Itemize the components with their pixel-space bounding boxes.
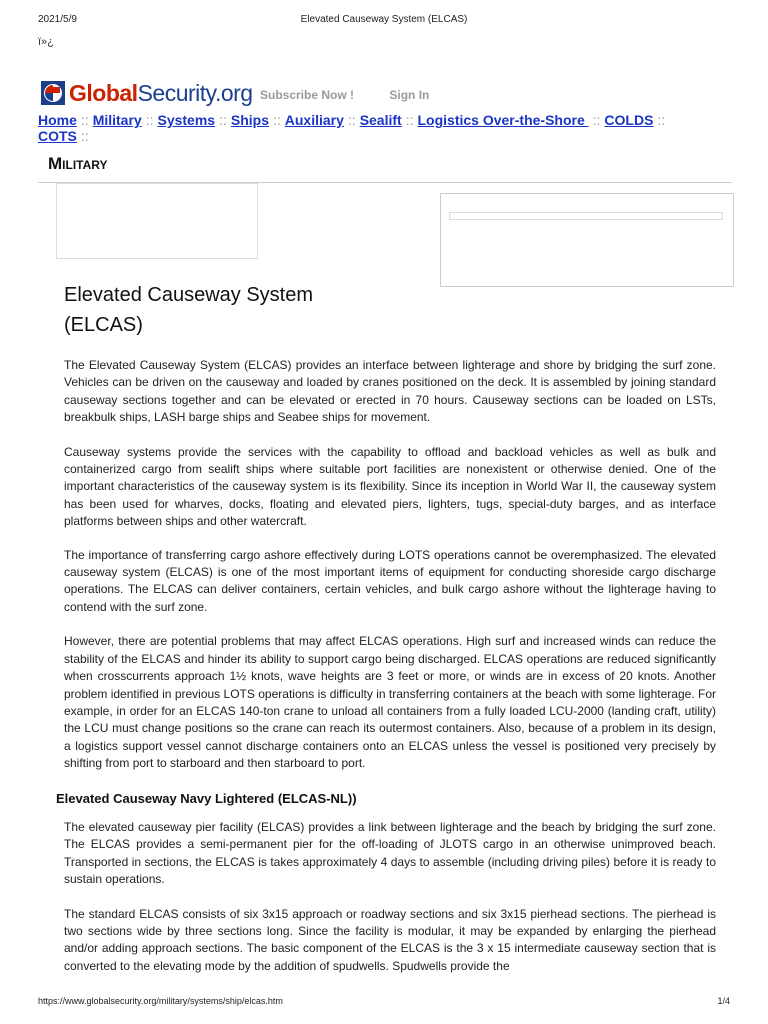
site-logo[interactable] [40,80,253,106]
breadcrumb-colds[interactable]: COLDS [604,112,654,128]
ad-placeholder-left [56,183,258,259]
ad-search-bar [449,212,723,220]
breadcrumb-lots[interactable]: Logistics Over-the-Shore [417,112,589,128]
page-url: https://www.globalsecurity.org/military/systems/ship/elcas.htm [38,996,283,1006]
paragraph: The elevated causeway pier facility (ELCAS) provides a link between lighterage and the beach by bridging the surf zone. The ELCAS provides a semi-permanent pier for the off-loading of JLOTS cargo in an otherwise unimproved beach. Transported in sections, the ELCAS is takes approximately 4 days to assemble (including driving piles) before it is ready to sustain operations. [64,819,716,887]
breadcrumb-home[interactable]: Home [38,112,77,128]
breadcrumb: Home :: Military :: Systems :: Ships :: Auxiliary :: Sealift :: Logistics Over-the-Shore :: COLDS :: COTS :: [38,112,666,144]
breadcrumb-auxiliary[interactable]: Auxiliary [284,112,344,128]
paragraph: The standard ELCAS consists of six 3x15 approach or roadway sections and six 3x15 pierhead sections. The pierhead is two sections wide by three sections long. Since the facility is modular, it may be expanded by enlarging the pierhead and/or adding approach sections. The basic component of the ELCAS is the 3 x 15 intermediate causeway section that is converted to the elevating mode by the addition of spudwells. Spudwells provide the [64,906,716,973]
breadcrumb-military[interactable]: Military [92,112,142,128]
paragraph: The Elevated Causeway System (ELCAS) provides an interface between lighterage and shore by bridging the surf zone. Vehicles can be driven on the causeway and loaded by cranes positioned on the deck. It is assembled by joining standard causeway sections together and can be elevated or erected in 70 hours. Causeway sections can be loaded on LSTs, breakbulk ships, LASH barge ships and Seabee ships for movement. [64,358,716,425]
site-header [40,78,730,114]
account-links [260,88,461,102]
article-title: Elevated Causeway System (ELCAS) [64,284,314,336]
logo-text: GlobalSecurity.org [69,80,253,106]
paragraph: Causeway systems provide the services with the capability to offload and backload vehicles as well as bulk and containerized cargo from sealift ships where suitable port facilities are nonexistent or otherwise denied. One of the important characteristics of the causeway system is its flexibility. Since its inception in World War II, the causeway system has been used for wharves, docks, floating and elevated piers, lighters, tugs, special-duty barges, and as interface platforms between ships and other watercraft. [64,444,716,529]
subscribe-link[interactable]: Subscribe Now ! [260,88,355,102]
page-number: 1/4 [717,996,730,1006]
encoding-artifact: ï»¿ [38,36,54,48]
breadcrumb-systems[interactable]: Systems [157,112,216,128]
print-footer [38,996,730,1006]
breadcrumb-ships[interactable]: Ships [230,112,269,128]
section-title: Military [48,154,108,173]
article-body [56,357,716,992]
ad-placeholder-right [440,193,734,287]
breadcrumb-sealift[interactable]: Sealift [359,112,402,128]
globe-logo-icon [40,80,66,106]
paragraph: However, there are potential problems that may affect ELCAS operations. High surf and increased winds can reduce the stability of the ELCAS and hinder its ability to support cargo being discharged. ELCAS operations are reduced significantly when crosscurrents approach 1½ knots, wave heights are 3 feet or more, or winds are in excess of 20 knots. Another problem identified in previous LOTS operations is difficulty in transferring containers at the beach with some lighterage. For example, in order for an ELCAS 140-ton crane to unload all containers from a fully loaded LCU-2000 (landing craft, utility) the LCU must change positions so the crane can reach its outermost containers. Also, because of a problem in its design, a logistics support vessel cannot discharge containers onto an ELCAS unless the vessel is positioned very precisely by shifting from port to starboard and then starboard to port. [64,634,716,771]
sign-in-link[interactable]: Sign In [389,88,430,102]
breadcrumb-cots[interactable]: COTS [38,128,77,144]
print-header [38,14,730,28]
print-date: 2021/5/9 [38,14,77,25]
subheading: Elevated Causeway Navy Lightered (ELCAS-NL)) [56,790,357,806]
print-title: Elevated Causeway System (ELCAS) [300,14,468,25]
paragraph: The importance of transferring cargo ashore effectively during LOTS operations cannot be overemphasized. The elevated causeway system (ELCAS) is one of the most important items of equipment for conducting shoreside cargo discharge operations. The ELCAS can deliver containers, certain vehicles, and bulk cargo ashore without the lighterage having to contend with the surf zone. [64,547,716,614]
